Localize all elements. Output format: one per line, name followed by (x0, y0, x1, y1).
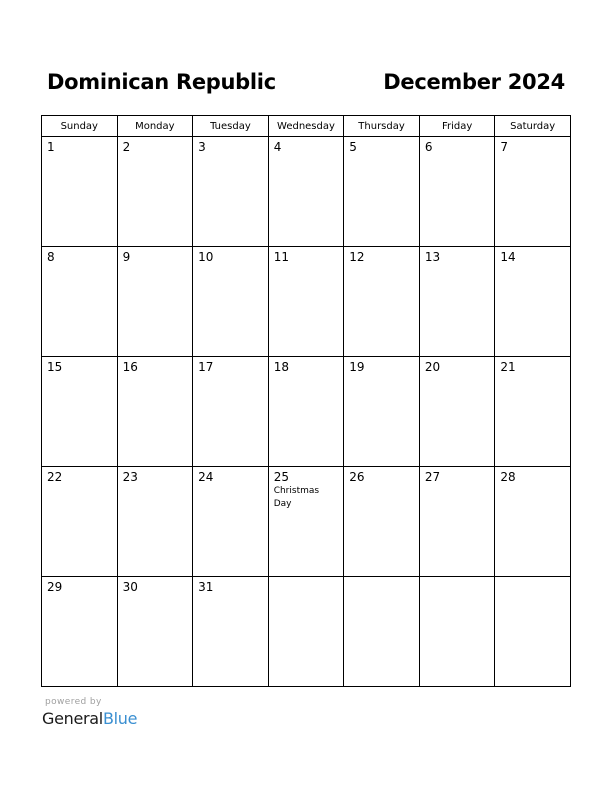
day-number (269, 577, 344, 580)
day-cell (117, 577, 193, 687)
day-number: 19 (349, 360, 365, 374)
day-cell (42, 137, 118, 247)
day-number: 25 (273, 470, 289, 484)
weekday-header-monday: Monday (117, 116, 193, 137)
day-number: 23 (122, 470, 138, 484)
day-number: 29 (47, 580, 63, 594)
day-number: 4 (273, 140, 282, 154)
day-number: 18 (273, 360, 289, 374)
day-cell (419, 137, 495, 247)
day-cell (42, 357, 118, 467)
day-number: 30 (122, 580, 138, 594)
day-number: 10 (198, 250, 214, 264)
day-number: 9 (122, 250, 131, 264)
day-cell-empty (344, 577, 420, 687)
week-row (42, 577, 571, 687)
week-row (42, 137, 571, 247)
day-number (495, 577, 570, 580)
powered-by-text: powered by (45, 697, 102, 707)
day-number: 27 (424, 470, 441, 484)
day-number: 15 (47, 360, 63, 374)
day-cell (117, 357, 193, 467)
day-number: 26 (349, 470, 365, 484)
weekday-header-sunday: Sunday (42, 116, 118, 137)
calendar-country-title: Dominican Republic (47, 70, 276, 94)
day-number: 3 (198, 140, 206, 154)
brand-blue: Blue (102, 709, 138, 728)
weekday-header-wednesday: Wednesday (268, 116, 344, 137)
day-number: 5 (349, 140, 357, 154)
week-row (42, 357, 571, 467)
day-cell (117, 247, 193, 357)
day-cell-empty (268, 577, 344, 687)
day-number: 20 (424, 360, 441, 374)
day-number: 7 (500, 140, 509, 154)
day-number: 17 (198, 360, 214, 374)
weekday-header-friday: Friday (419, 116, 495, 137)
day-cell (495, 247, 571, 357)
holiday-label: Christmas Day (273, 486, 320, 509)
day-number: 8 (47, 250, 55, 264)
day-cell (268, 137, 344, 247)
generalblue-logo[interactable] (42, 709, 137, 728)
day-number (344, 577, 419, 580)
day-cell (495, 137, 571, 247)
day-cell (193, 577, 269, 687)
day-number: 14 (500, 250, 516, 264)
day-number: 12 (349, 250, 365, 264)
day-number: 28 (500, 470, 516, 484)
day-cell (42, 247, 118, 357)
day-cell (344, 137, 420, 247)
day-cell (193, 247, 269, 357)
day-number: 24 (198, 470, 214, 484)
day-number: 11 (273, 250, 289, 264)
day-cell (344, 247, 420, 357)
day-cell (419, 357, 495, 467)
day-cell (344, 467, 420, 577)
week-row (42, 247, 571, 357)
day-number: 16 (122, 360, 138, 374)
day-cell (117, 137, 193, 247)
day-cell (193, 467, 269, 577)
day-cell (495, 357, 571, 467)
brand-general: General (42, 709, 103, 728)
day-cell-holiday (268, 467, 344, 577)
day-cell (42, 577, 118, 687)
weekday-header-tuesday: Tuesday (193, 116, 269, 137)
day-number (420, 577, 495, 580)
day-number: 21 (500, 360, 516, 374)
day-cell (193, 137, 269, 247)
day-cell (344, 357, 420, 467)
day-cell (419, 467, 495, 577)
day-cell (42, 467, 118, 577)
day-cell (268, 247, 344, 357)
day-number: 6 (424, 140, 433, 154)
calendar-grid (41, 115, 571, 687)
weekday-header-saturday: Saturday (495, 116, 571, 137)
day-number: 31 (198, 580, 214, 594)
calendar-month-title: December 2024 (383, 70, 565, 94)
day-cell-empty (495, 577, 571, 687)
day-cell (495, 467, 571, 577)
day-cell-empty (419, 577, 495, 687)
day-cell (419, 247, 495, 357)
day-number: 2 (122, 140, 131, 154)
weekday-header-thursday: Thursday (344, 116, 420, 137)
day-cell (268, 357, 344, 467)
week-row (42, 467, 571, 577)
weekday-header-row (42, 116, 571, 137)
day-number: 1 (47, 140, 55, 154)
day-number: 22 (47, 470, 63, 484)
day-cell (117, 467, 193, 577)
day-cell (193, 357, 269, 467)
day-number: 13 (424, 250, 441, 264)
